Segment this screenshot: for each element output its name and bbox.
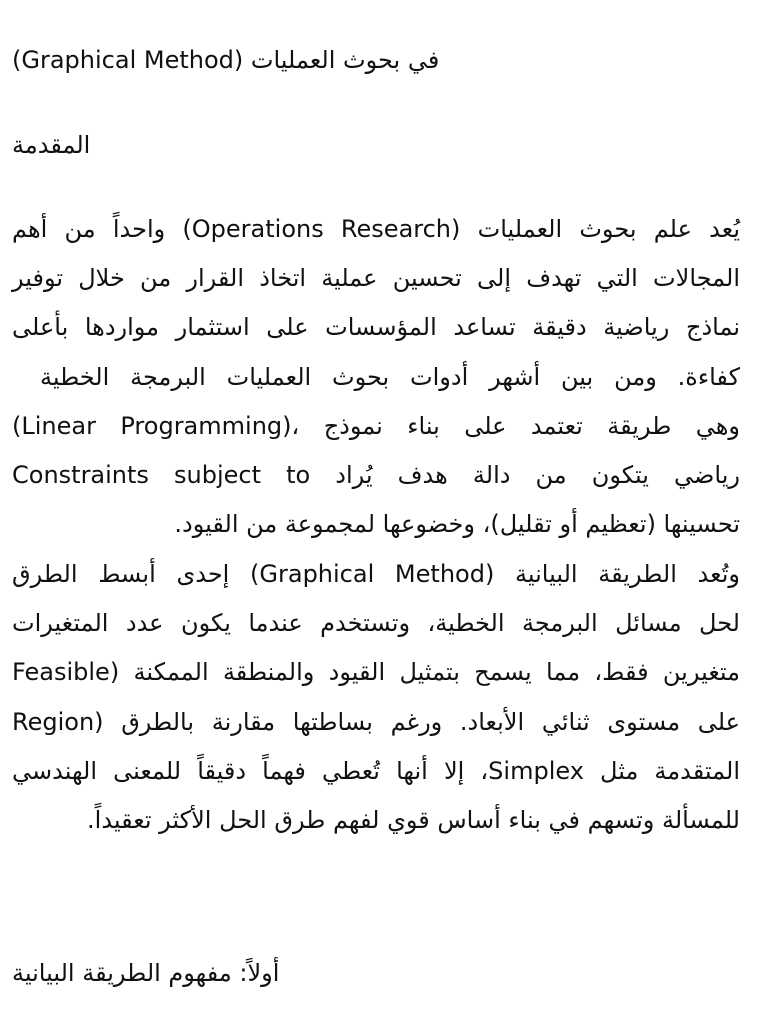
paragraph-line: المتقدمة مثل Simplex، إلا أنها تُعطي فهماً دقيقاً للمعنى الهندسي bbox=[12, 757, 740, 785]
paragraph-line: Region) على مستوى ثنائي الأبعاد. ورغم بساطتها مقارنة بالطرق bbox=[12, 708, 740, 736]
intro-heading: المقدمة bbox=[12, 131, 91, 159]
paragraph-line: يُعد علم بحوث العمليات (Operations Research) واحداً من أهم bbox=[12, 215, 741, 243]
paragraph-line: تحسينها (تعظيم أو تقليل)، وخضوعها لمجموعة من القيود. bbox=[174, 510, 740, 538]
paragraph-line: وتُعد الطريقة البيانية (Graphical Method) إحدى أبسط الطرق bbox=[12, 560, 740, 588]
paragraph-line: المجالات التي تهدف إلى تحسين عملية اتخاذ القرار من خلال توفير bbox=[12, 264, 740, 292]
paragraph-line: لحل مسائل البرمجة الخطية، وتستخدم عندما يكون عدد المتغيرات bbox=[12, 609, 740, 637]
paragraph-line: (Linear Programming)، وهي طريقة تعتمد على بناء نموذج bbox=[12, 412, 741, 440]
paragraph-line: رياضي يتكون من دالة هدف يُراد Constraints subject to bbox=[12, 461, 740, 489]
paragraph-line: كفاءة. ومن بين أشهر أدوات بحوث العمليات البرمجة الخطية bbox=[40, 363, 740, 391]
document-title: في بحوث العمليات (Graphical Method) bbox=[12, 46, 440, 74]
paragraph-line: نماذج رياضية دقيقة تساعد المؤسسات على استثمار مواردها بأعلى bbox=[12, 313, 740, 341]
section-heading: أولاً: مفهوم الطريقة البيانية bbox=[12, 959, 280, 987]
paragraph-line: متغيرين فقط، مما يسمح بتمثيل القيود والمنطقة الممكنة (Feasible bbox=[12, 658, 740, 686]
paragraph-line: للمسألة وتسهم في بناء أساس قوي لفهم طرق الحل الأكثر تعقيداً. bbox=[87, 806, 740, 834]
